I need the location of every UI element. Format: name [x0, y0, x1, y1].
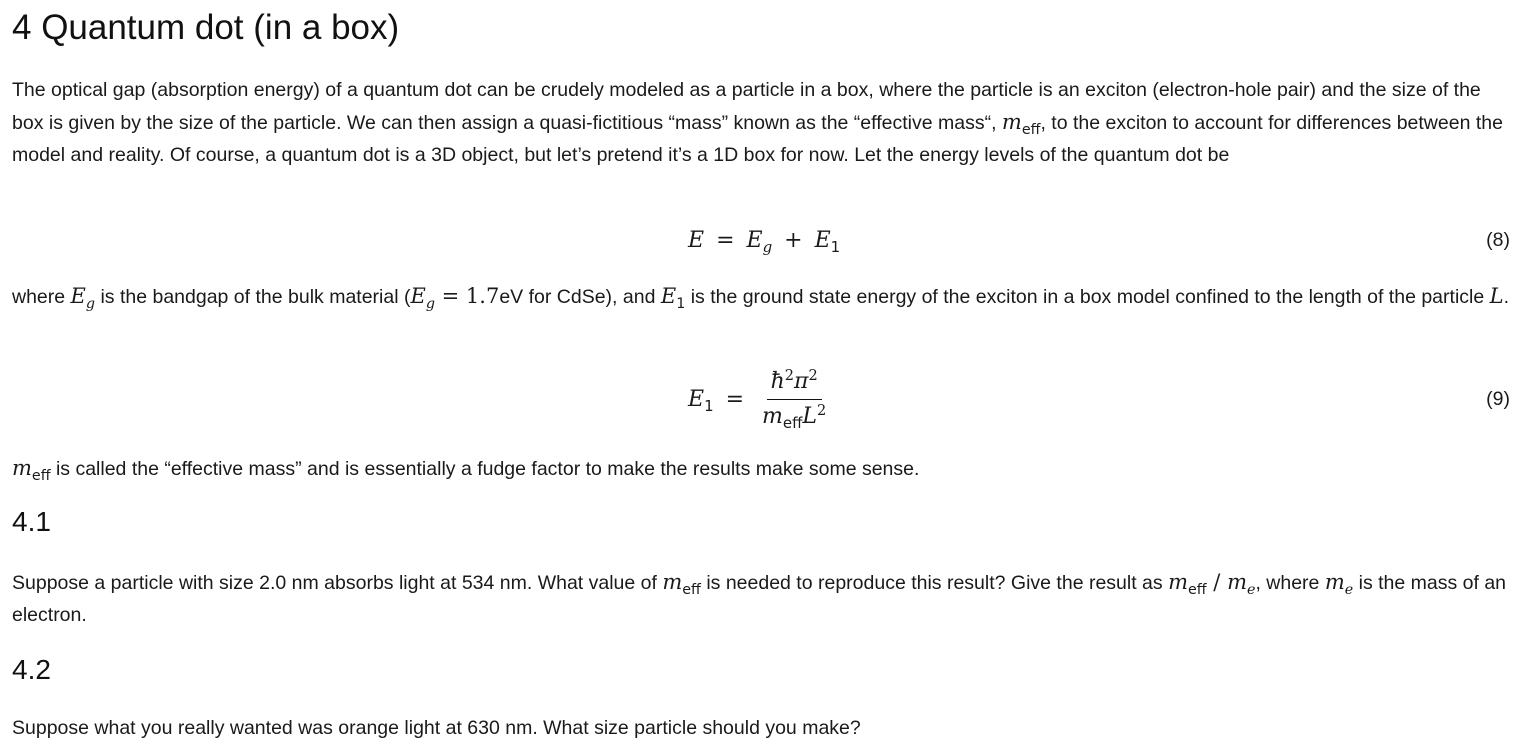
equation-8-number: (8): [1486, 228, 1510, 251]
intro-text-after: , to the exciton to account for differences between the model and reality. Of course, a quantum dot is a 3D object, but let’s pretend it’s a 1D box for now. Let the energy levels of the quantum dot be: [12, 112, 1503, 166]
equation-8-body: E = $E_g$ + $E_1$: [688, 227, 841, 256]
equation-9-fraction: $\frac{ħ^2\pi^2}{m_{eff}L^2}$: [762, 367, 827, 432]
equation-9: [12, 366, 1510, 432]
equation-9-body: $E_1$ = $\frac{ħ^2\pi^2}{m_{eff}L^2}$: [688, 366, 830, 432]
subsection-4-1-heading: 4.1: [12, 506, 51, 537]
intro-text: The optical gap (absorption energy) of a quantum dot can be crudely modeled as a particle in a box, where the particle is an exciton (electron-hole pair) and the size of the box is given by the size of the particle. We can then assign a quasi-fictitious “mass” known as the “effective mass“,: [12, 79, 1481, 134]
where-paragraph: where $E_g$ is the bandgap of the bulk material ($E_g = 1.7eV$ for CdSe), and $E_1$ is the ground state energy of the exciton in a box model confined to the length of the particle L.: [12, 284, 1509, 312]
question-4-2: Suppose what you really wanted was orange light at 630 nm. What size particle should you make?: [12, 717, 861, 739]
meff-symbol: $m_{eff}$: [1001, 110, 1041, 138]
question-4-1: Suppose a particle with size 2.0 nm absorbs light at 534 nm. What value of $m_{eff}$ is needed to reproduce this result? Give the result as $m_{eff} / m_e$, where $m_e$ is the mass of an electron.: [12, 570, 1507, 626]
meff-symbol: $m_{eff}$: [12, 456, 51, 484]
subsection-4-2-heading: 4.2: [12, 654, 51, 685]
equation-8: [12, 210, 1510, 270]
eg-symbol: $E_g$: [70, 284, 96, 312]
e1-symbol: $E_1$: [660, 284, 686, 312]
meff-note: $m_{eff}$ is called the “effective mass” and is essentially a fudge factor to make the results make some sense.: [12, 456, 920, 484]
intro-paragraph: [12, 74, 1510, 171]
section-title: 4 Quantum dot (in a box): [12, 8, 400, 47]
equation-9-number: (9): [1486, 387, 1510, 410]
